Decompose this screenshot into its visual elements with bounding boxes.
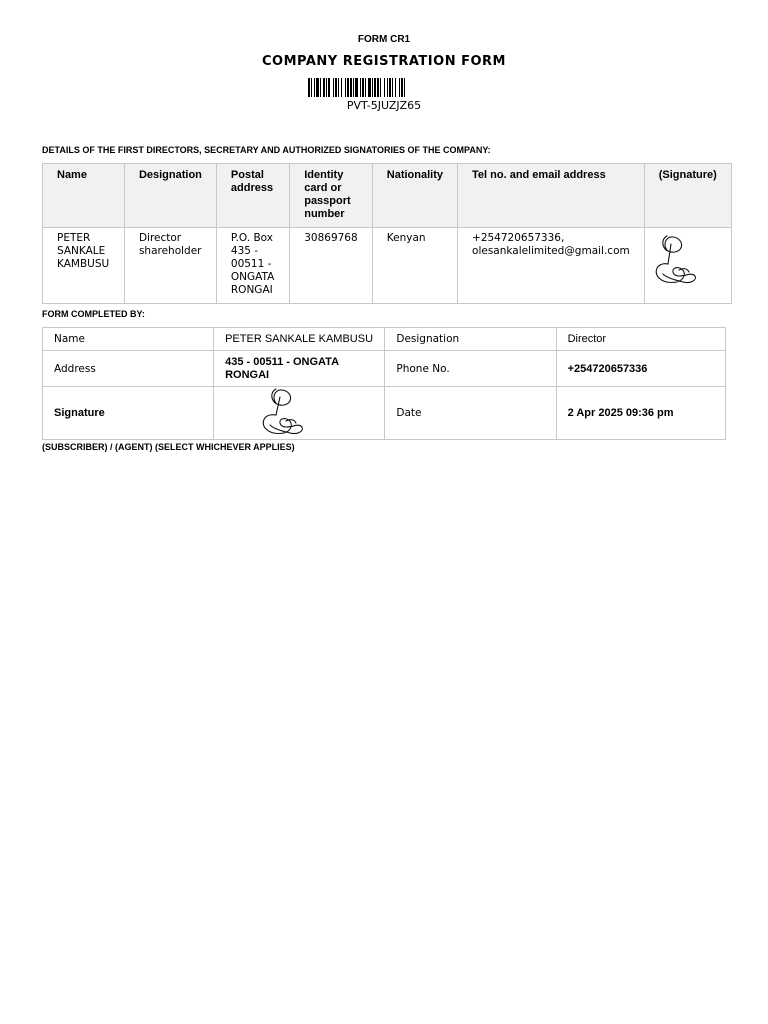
director-postal-address: P.O. Box 435 - 00511 - ONGATA RONGAI [216,228,289,304]
completed-by-table [42,327,726,440]
name-value: PETER SANKALE KAMBUSU [214,328,385,351]
date-value: 2 Apr 2025 09:36 pm [556,387,725,440]
directors-table [42,163,732,304]
form-code: FORM CR1 [357,34,411,45]
column-header-designation: Designation [124,164,216,228]
column-header-nationality: Nationality [372,164,457,228]
column-header-id-number: Identity card or passport number [290,164,373,228]
name-label: Name [43,328,214,351]
director-designation: Director shareholder [124,228,216,304]
reference-number: PVT-5JUZJZ65 [346,99,422,112]
table-row [43,328,726,351]
director-name: PETER SANKALE KAMBUSU [43,228,125,304]
phone-label: Phone No. [385,351,556,387]
designation-label: Designation [385,328,556,351]
designation-value: Director [556,328,725,351]
column-header-signature: (Signature) [644,164,731,228]
table-row [43,387,726,440]
directors-section-label: DETAILS OF THE FIRST DIRECTORS, SECRETARY AND AUTHORIZED SIGNATORIES OF THE COMPANY: [42,145,491,155]
column-header-contact: Tel no. and email address [458,164,645,228]
signature-label: Signature [43,387,214,440]
completed-signature-cell [214,387,385,440]
signature-image [254,387,306,439]
director-signature-cell [644,228,731,304]
director-id-number: 30869768 [290,228,373,304]
completed-section-label: FORM COMPLETED BY: [42,309,145,319]
column-header-postal-address: Postal address [216,164,289,228]
date-label: Date [385,387,556,440]
signature-image [653,232,703,288]
column-header-name: Name [43,164,125,228]
phone-value: +254720657336 [556,351,725,387]
table-row [43,228,732,304]
table-header-row [43,164,732,228]
barcode [308,78,460,97]
address-label: Address [43,351,214,387]
address-value: 435 - 00511 - ONGATA RONGAI [214,351,385,387]
form-title: COMPANY REGISTRATION FORM [262,54,506,69]
director-nationality: Kenyan [372,228,457,304]
footer-note: (SUBSCRIBER) / (AGENT) (SELECT WHICHEVER APPLIES) [42,442,295,452]
table-row [43,351,726,387]
director-contact: +254720657336, olesankalelimited@gmail.com [458,228,645,304]
